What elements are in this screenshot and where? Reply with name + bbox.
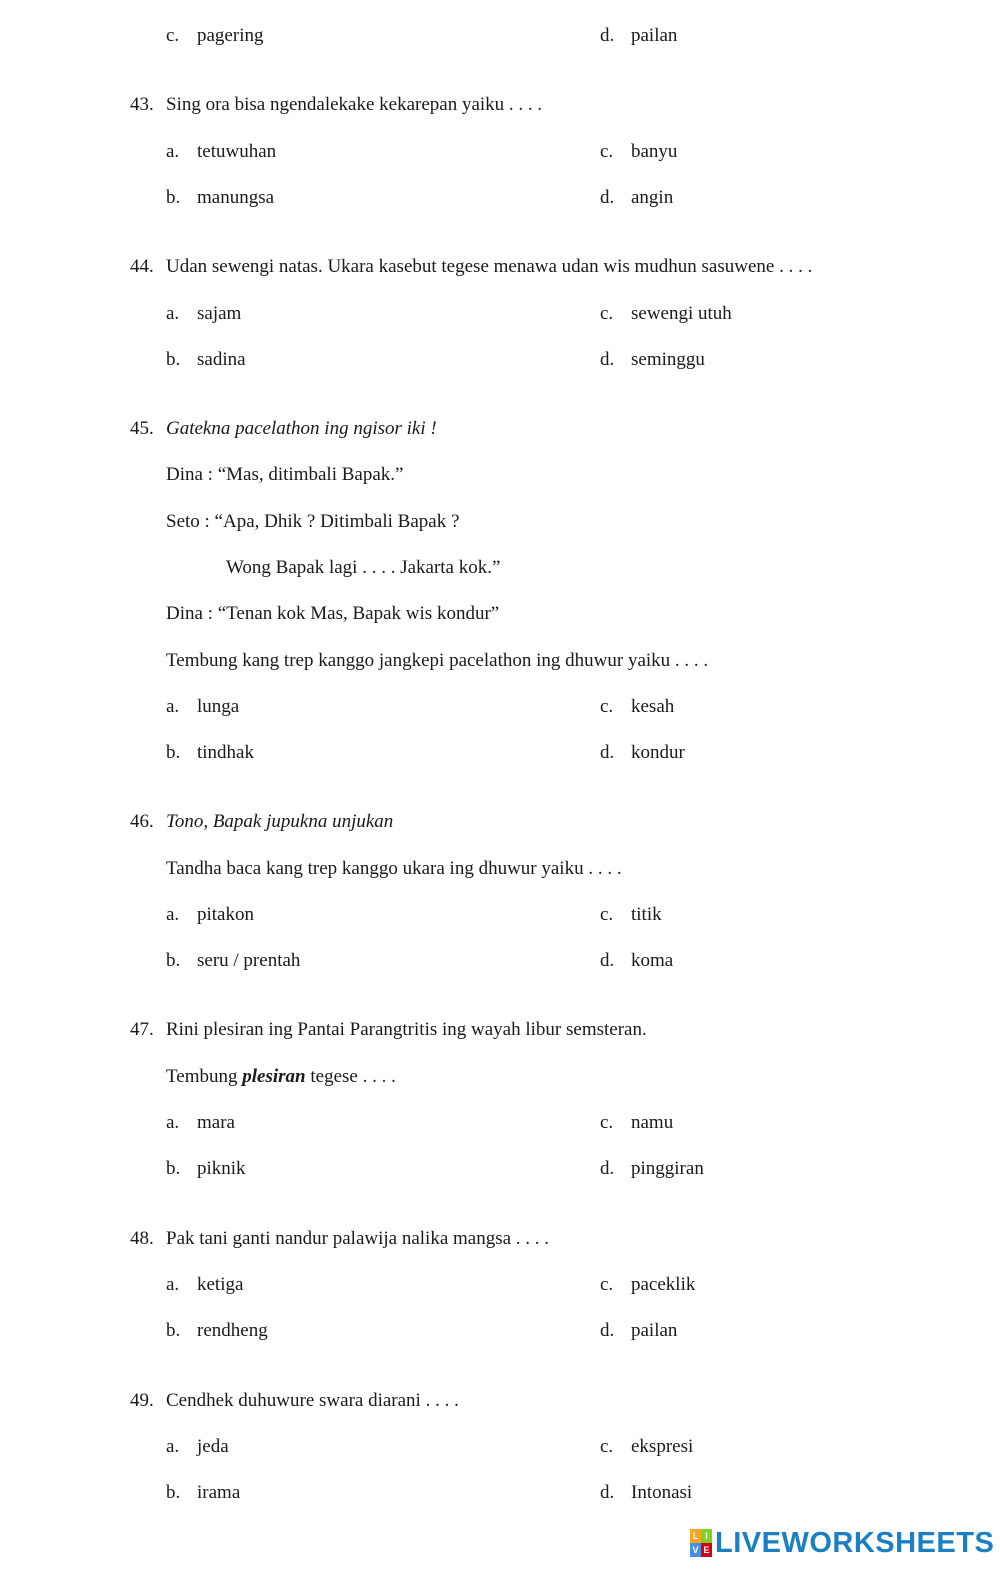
question-prompt: Tembung kang trep kanggo jangkepi pacelathon ing dhuwur yaiku . . . . [166,650,709,671]
option-d-text: pailan [631,25,678,46]
option-a-letter: a. [166,904,180,925]
question-number: 44. [130,256,154,277]
question-number: 49. [130,1390,154,1411]
option-c-letter: c. [600,1112,614,1133]
logo-mark-icon [690,1529,712,1557]
option-a-text: pitakon [197,904,254,925]
highlighted-word: plesiran [242,1066,306,1087]
logo-mark-letter: V [690,1543,701,1557]
option-a-text: ketiga [197,1274,244,1295]
option-c-letter: c. [600,1436,614,1457]
question-number: 45. [130,418,154,439]
question-text: Tono, Bapak jupukna unjukan [166,811,394,832]
dialog-line: Seto : “Apa, Dhik ? Ditimbali Bapak ? [166,511,460,532]
option-c-text: ekspresi [631,1436,694,1457]
option-a-text: tetuwuhan [197,141,277,162]
option-d-text: koma [631,950,674,971]
question-text: Sing ora bisa ngendalekake kekarepan yaiku . . . . [166,94,543,115]
option-b-letter: b. [166,1320,181,1341]
option-b-letter: b. [166,742,181,763]
dialog-line: Wong Bapak lagi . . . . Jakarta kok.” [226,557,501,578]
option-a-letter: a. [166,303,180,324]
option-b-letter: b. [166,950,181,971]
option-b-text: piknik [197,1158,246,1179]
question-text: Pak tani ganti nandur palawija nalika mangsa . . . . [166,1228,550,1249]
option-c-letter: c. [600,696,614,717]
option-d-letter: d. [600,742,615,763]
option-b-text: seru / prentah [197,950,301,971]
option-b-text: manungsa [197,187,275,208]
option-d-text: pinggiran [631,1158,704,1179]
option-c-letter: c. [600,303,614,324]
option-c-text: kesah [631,696,675,717]
option-d-letter: d. [600,1320,615,1341]
option-d-letter: d. [600,349,615,370]
dialog-line: Dina : “Tenan kok Mas, Bapak wis kondur” [166,603,500,624]
question-prompt: Tandha baca kang trep kanggo ukara ing dhuwur yaiku . . . . [166,858,622,879]
option-a-text: mara [197,1112,235,1133]
question-number: 47. [130,1019,154,1040]
question-number: 46. [130,811,154,832]
question-text: Cendhek duhuwure swara diarani . . . . [166,1390,459,1411]
option-d-text: Intonasi [631,1482,693,1503]
option-a-letter: a. [166,1274,180,1295]
prompt-prefix: Tembung [166,1066,238,1087]
option-a-text: jeda [197,1436,229,1457]
option-b-letter: b. [166,349,181,370]
option-c-text: banyu [631,141,678,162]
option-d-letter: d. [600,25,615,46]
option-b-text: irama [197,1482,241,1503]
question-text: Rini plesiran ing Pantai Parangtritis ing wayah libur semsteran. [166,1019,647,1040]
option-c-text: paceklik [631,1274,696,1295]
option-c-letter: c. [600,1274,614,1295]
option-c-text: titik [631,904,662,925]
logo-mark-letter: L [690,1529,701,1543]
question-number: 48. [130,1228,154,1249]
option-d-letter: d. [600,1482,615,1503]
prompt-suffix: tegese . . . . [310,1066,396,1087]
option-d-letter: d. [600,950,615,971]
option-b-letter: b. [166,187,181,208]
option-b-letter: b. [166,1158,181,1179]
option-a-letter: a. [166,1112,180,1133]
liveworksheets-logo[interactable] [690,1527,994,1559]
option-a-letter: a. [166,696,180,717]
logo-text: LIVEWORKSHEETS [715,1526,995,1559]
option-a-letter: a. [166,141,180,162]
question-text: Gatekna pacelathon ing ngisor iki ! [166,418,437,439]
question-number: 43. [130,94,154,115]
option-b-text: rendheng [197,1320,268,1341]
option-d-text: pailan [631,1320,678,1341]
option-a-text: sajam [197,303,242,324]
option-b-text: sadina [197,349,246,370]
option-d-text: angin [631,187,674,208]
dialog-line: Dina : “Mas, ditimbali Bapak.” [166,464,404,485]
option-b-letter: b. [166,1482,181,1503]
option-c-text: namu [631,1112,674,1133]
question-prompt [166,1065,396,1089]
question-text: Udan sewengi natas. Ukara kasebut tegese menawa udan wis mudhun sasuwene . . . . [166,256,813,277]
option-d-letter: d. [600,187,615,208]
option-c-text: sewengi utuh [631,303,732,324]
option-d-text: seminggu [631,349,705,370]
option-a-letter: a. [166,1436,180,1457]
option-c-letter: c. [166,25,180,46]
option-d-text: kondur [631,742,685,763]
option-c-letter: c. [600,904,614,925]
logo-mark-letter: I [701,1529,712,1543]
option-c-letter: c. [600,141,614,162]
option-b-text: tindhak [197,742,254,763]
option-a-text: lunga [197,696,240,717]
option-c-text: pagering [197,25,264,46]
logo-mark-letter: E [701,1543,712,1557]
option-d-letter: d. [600,1158,615,1179]
